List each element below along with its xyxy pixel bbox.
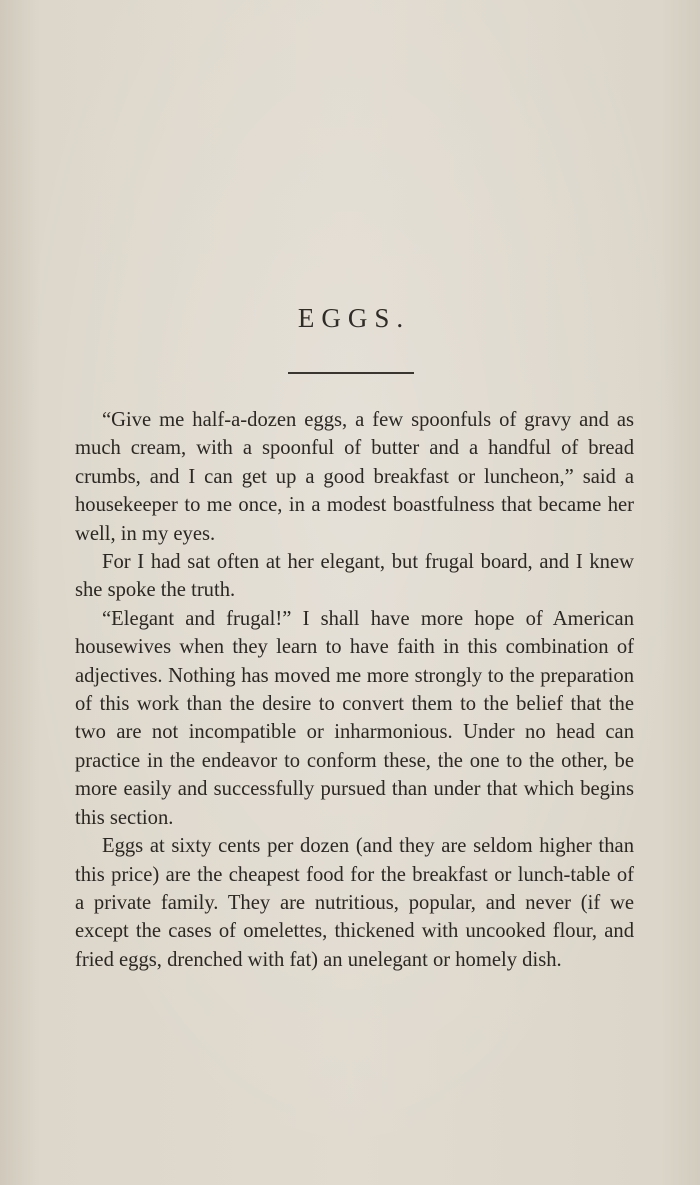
chapter-title: EGGS. [297,303,411,333]
title-divider-rule [288,372,414,374]
paragraph-1: “Give me half-a-dozen eggs, a few spoonfuls of gravy and as much cream, with a spoonful of butter and a handful of bread crumbs, and I can get up a good breakfast or luncheon,” said a housekeeper to me once, in a modest boastfulness that became her well, in my eyes. [75,409,634,545]
paragraph-3: “Elegant and frugal!” I shall have more hope of American housewives when they learn to have faith in this combination of adjectives. Nothing has moved me more strongly to the preparation of this work than the desire to convert them to the belief that the two are not incompatible or inharmonious. Under no head can practice in the endeavor to conform these, the one to the other, be more easily and successfully pursued than under that which begins this section. [75,607,634,829]
paragraph-4: Eggs at sixty cents per dozen (and they are seldom higher than this price) are the cheapest food for the breakfast or lunch-table of a private family. They are nutritious, popular, and never (if we except the cases of omelettes, thickened with uncooked flour, and fried eggs, drenched with fat) an unelegant or homely dish. [75,835,634,971]
paragraph-2: For I had sat often at her elegant, but frugal board, and I knew she spoke the truth. [75,551,634,602]
body-text [75,406,634,974]
